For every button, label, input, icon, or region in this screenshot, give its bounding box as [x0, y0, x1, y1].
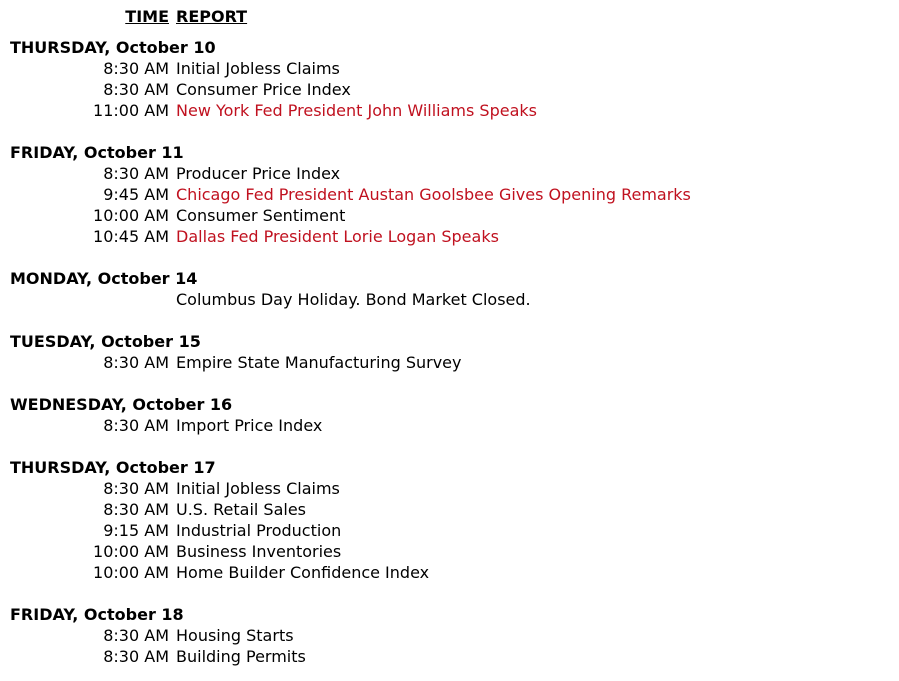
event-row — [0, 226, 899, 247]
event-time: 10:45 AM — [93, 227, 169, 246]
event-time: 9:15 AM — [103, 521, 169, 540]
fed-speaker-event: New York Fed President John Williams Speaks — [176, 101, 537, 120]
event-report: Producer Price Index — [176, 164, 341, 183]
event-report: Initial Jobless Claims — [176, 59, 340, 78]
day-label: MONDAY, October 14 — [10, 269, 198, 288]
event-report: Empire State Manufacturing Survey — [176, 353, 462, 372]
event-report: Initial Jobless Claims — [176, 479, 340, 498]
report-column-header: REPORT — [176, 7, 248, 26]
event-row — [0, 478, 899, 499]
event-row — [0, 415, 899, 436]
day-header-row — [0, 604, 899, 625]
event-time: 8:30 AM — [103, 626, 169, 645]
event-time: 11:00 AM — [93, 101, 169, 120]
event-report: U.S. Retail Sales — [176, 500, 307, 519]
event-row — [0, 646, 899, 667]
event-report: Home Builder Confidence Index — [176, 563, 430, 582]
event-row — [0, 79, 899, 100]
event-time: 8:30 AM — [103, 416, 169, 435]
fed-speaker-event: Chicago Fed President Austan Goolsbee Gives Opening Remarks — [176, 185, 691, 204]
event-row — [0, 352, 899, 373]
event-row — [0, 100, 899, 121]
event-time: 8:30 AM — [103, 59, 169, 78]
event-row — [0, 499, 899, 520]
event-report: Consumer Sentiment — [176, 206, 346, 225]
event-time: 10:00 AM — [93, 563, 169, 582]
day-header-row — [0, 457, 899, 478]
day-label: WEDNESDAY, October 16 — [10, 395, 233, 414]
event-time: 8:30 AM — [103, 647, 169, 666]
day-header-row — [0, 394, 899, 415]
day-header-row — [0, 268, 899, 289]
event-time: 10:00 AM — [93, 542, 169, 561]
day-label: FRIDAY, October 11 — [10, 143, 184, 162]
event-time: 9:45 AM — [103, 185, 169, 204]
event-report: Housing Starts — [176, 626, 294, 645]
event-time: 8:30 AM — [103, 500, 169, 519]
event-report: Building Permits — [176, 647, 306, 666]
event-row — [0, 205, 899, 226]
event-row — [0, 163, 899, 184]
event-row — [0, 289, 899, 310]
event-row — [0, 562, 899, 583]
day-label: FRIDAY, October 18 — [10, 605, 184, 624]
event-time: 10:00 AM — [93, 206, 169, 225]
event-time: 8:30 AM — [103, 353, 169, 372]
event-report: Import Price Index — [176, 416, 323, 435]
event-report: Columbus Day Holiday. Bond Market Closed. — [176, 290, 531, 309]
fed-speaker-event: Dallas Fed President Lorie Logan Speaks — [176, 227, 499, 246]
event-row — [0, 520, 899, 541]
day-header-row — [0, 37, 899, 58]
time-column-header: TIME — [125, 7, 169, 26]
event-row — [0, 184, 899, 205]
day-header-row — [0, 331, 899, 352]
event-report: Industrial Production — [176, 521, 342, 540]
event-time: 8:30 AM — [103, 80, 169, 99]
event-time: 8:30 AM — [103, 164, 169, 183]
day-label: TUESDAY, October 15 — [10, 332, 201, 351]
event-report: Consumer Price Index — [176, 80, 351, 99]
event-row — [0, 58, 899, 79]
column-header-row — [0, 6, 899, 27]
event-row — [0, 625, 899, 646]
day-label: THURSDAY, October 10 — [10, 38, 216, 57]
event-row — [0, 541, 899, 562]
day-header-row — [0, 142, 899, 163]
day-label: THURSDAY, October 17 — [10, 458, 216, 477]
event-report: Business Inventories — [176, 542, 342, 561]
event-time: 8:30 AM — [103, 479, 169, 498]
